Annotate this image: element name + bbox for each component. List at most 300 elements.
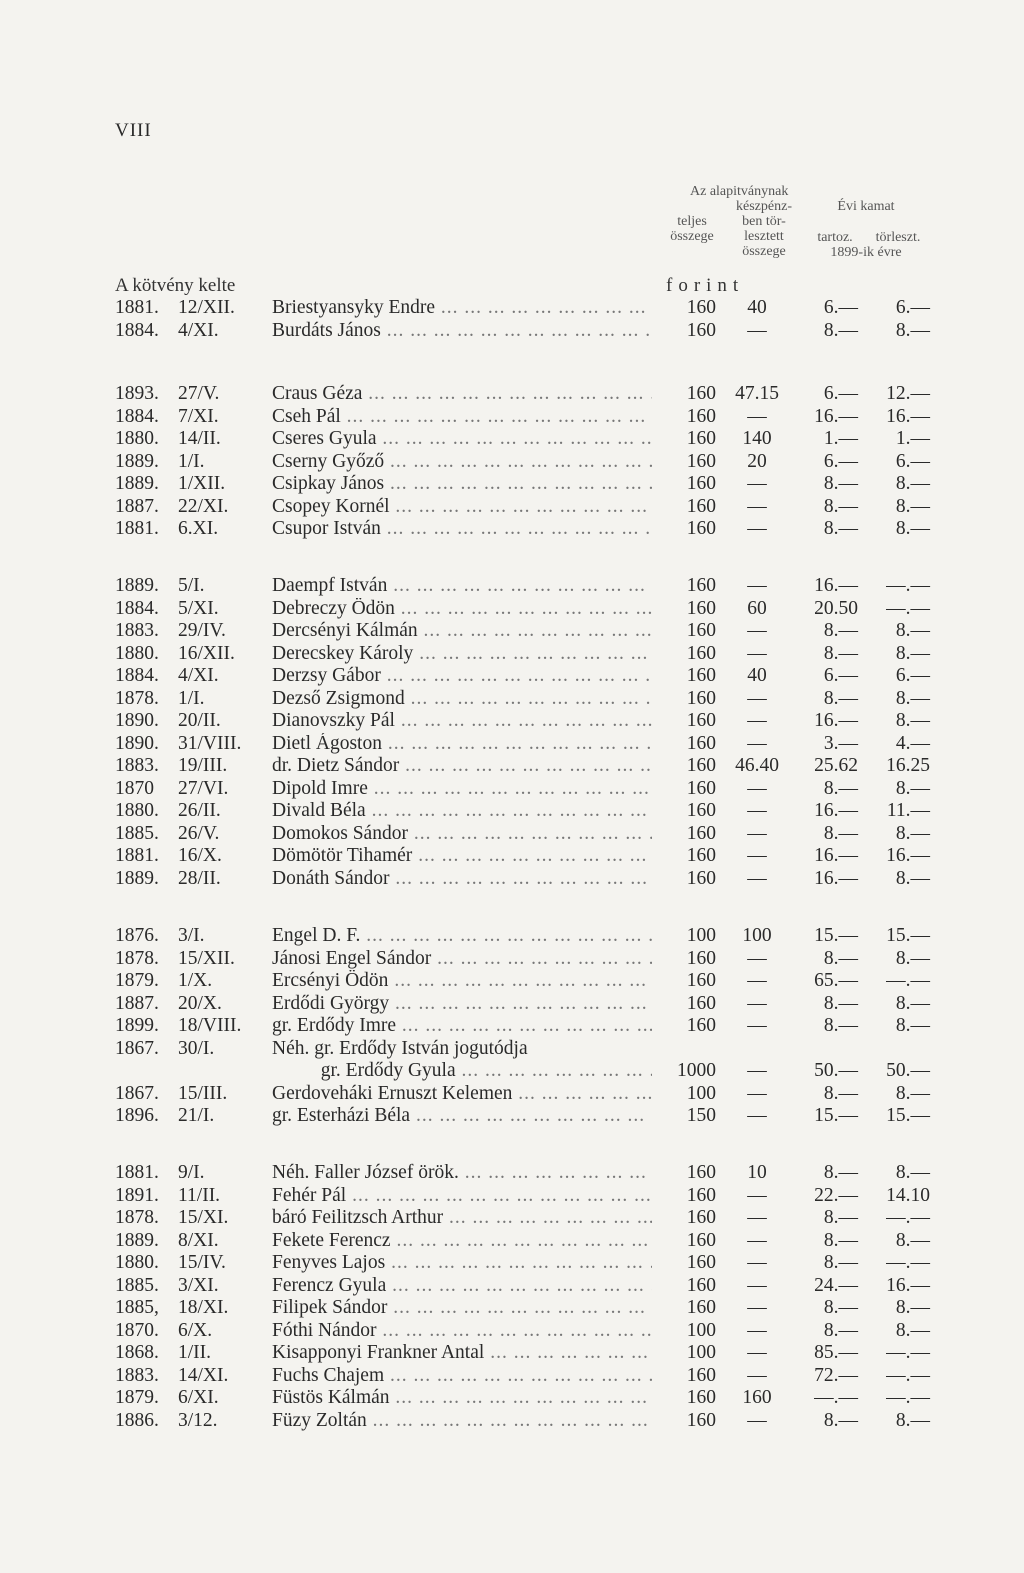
table-row [0, 710, 1024, 733]
interest-repaid: 8.— [895, 992, 930, 1014]
interest-owed: 6.— [823, 450, 858, 472]
bond-date: 8/XI. [178, 1229, 219, 1251]
table-row [0, 496, 1024, 519]
interest-owed: 8.— [823, 1229, 858, 1251]
interest-owed: 8.— [823, 495, 858, 517]
donor-name: Fóthi Nándor ... . [272, 1320, 652, 1343]
table-row [0, 406, 1024, 429]
bond-year: 1893. [115, 383, 159, 404]
total-amount: 160 [686, 319, 716, 341]
bond-year: 1881. [115, 845, 159, 866]
paid-amount: — [747, 1015, 767, 1036]
interest-owed: 72.— [814, 1364, 858, 1386]
donor-name: Cserny Győző ... . [272, 451, 652, 474]
donor-name: Füzy Zoltán ... . [272, 1410, 652, 1433]
table-row [0, 845, 1024, 868]
donor-name: Gerdoveháki Ernuszt Kelemen ... . [272, 1083, 652, 1106]
paid-amount: — [747, 1297, 767, 1318]
interest-owed: 6.— [823, 665, 858, 686]
interest-owed: 16.— [814, 800, 858, 821]
donor-name: Dezső Zsigmond ... . [272, 688, 652, 711]
interest-repaid: —.— [886, 1342, 930, 1363]
bond-year: 1889. [115, 1229, 159, 1251]
donor-name: Debreczy Ödön ... . [272, 598, 652, 621]
donor-name: Fuchs Chajem ... . [272, 1365, 652, 1388]
donor-name: Divald Béla ... . [272, 800, 652, 823]
interest-repaid: 8.— [895, 620, 930, 641]
table-row [0, 800, 1024, 823]
bond-year: 1870. [115, 1319, 159, 1341]
bond-year: 1868. [115, 1342, 159, 1363]
paid-amount: — [747, 822, 767, 844]
interest-repaid: 8.— [895, 1319, 930, 1341]
bond-date: 26/II. [178, 800, 221, 821]
paid-amount: 40 [747, 665, 767, 686]
total-amount: 160 [686, 992, 716, 1014]
bond-year: 1887. [115, 495, 159, 517]
bond-date: 3/XI. [178, 1274, 219, 1296]
table-row [0, 1015, 1024, 1038]
interest-owed: 16.— [814, 867, 858, 889]
total-amount: 160 [686, 1184, 716, 1206]
interest-owed: 8.— [823, 473, 858, 494]
total-amount: 100 [686, 925, 716, 946]
total-amount: 160 [686, 1387, 716, 1408]
donor-name: Csupor István ... . [272, 518, 652, 541]
interest-repaid: —.— [886, 575, 930, 596]
paid-amount: — [747, 575, 767, 596]
table-row [0, 1230, 1024, 1253]
table-row [0, 1387, 1024, 1410]
table-row [0, 473, 1024, 496]
total-amount: 160 [686, 970, 716, 991]
bond-date: 7/XI. [178, 405, 219, 427]
paid-amount: — [747, 1082, 767, 1104]
bond-date: 3/12. [178, 1409, 218, 1431]
ledger-group [0, 925, 1024, 1128]
paid-amount: — [747, 1105, 767, 1126]
total-amount: 100 [686, 1319, 716, 1341]
interest-repaid: —.— [886, 1364, 930, 1386]
total-amount: 160 [686, 450, 716, 472]
bond-date: 19/III. [178, 755, 228, 776]
interest-repaid: 6.— [895, 297, 930, 318]
donor-name: Derzsy Gábor ... . [272, 665, 652, 688]
bond-year: 1890. [115, 732, 159, 754]
interest-owed: 6.— [823, 383, 858, 404]
bond-year: 1878. [115, 687, 159, 709]
table-row [0, 598, 1024, 621]
header-col-owed: tartoz. [817, 230, 853, 245]
interest-repaid: 8.— [895, 1229, 930, 1251]
interest-owed: 8.— [823, 1252, 858, 1273]
header-col-year: 1899-ik évre [830, 245, 902, 260]
bond-date: 3/I. [178, 925, 205, 946]
bond-year: 1890. [115, 710, 159, 731]
donor-name: Burdáts János ... . [272, 320, 652, 343]
donor-name: Csipkay János ... . [272, 473, 652, 496]
paid-amount: 100 [742, 925, 772, 946]
total-amount: 160 [686, 495, 716, 517]
total-amount: 160 [686, 867, 716, 889]
paid-amount: 60 [747, 597, 767, 619]
bond-date: 22/XI. [178, 495, 229, 517]
paid-amount: — [747, 1184, 767, 1206]
paid-amount: — [747, 1319, 767, 1341]
donor-name: dr. Dietz Sándor ... . [272, 755, 652, 778]
table-row [0, 451, 1024, 474]
interest-owed: 6.— [823, 297, 858, 318]
interest-owed: 24.— [814, 1274, 858, 1296]
bond-year: 1881. [115, 297, 159, 318]
interest-repaid: 8.— [895, 777, 930, 799]
paid-amount: — [747, 1229, 767, 1251]
interest-repaid: 8.— [895, 687, 930, 709]
interest-owed: 8.— [823, 992, 858, 1014]
bond-year: 1880. [115, 428, 159, 449]
interest-repaid: 8.— [895, 1162, 930, 1183]
interest-repaid: 8.— [895, 518, 930, 539]
interest-repaid: 16.— [886, 845, 930, 866]
table-row [0, 320, 1024, 343]
bond-year: 1880. [115, 642, 159, 664]
total-amount: 160 [686, 845, 716, 866]
interest-owed: 8.— [823, 687, 858, 709]
donor-name: Donáth Sándor ... . [272, 868, 652, 891]
bond-date: 1/XII. [178, 473, 226, 494]
header-unit: forint [666, 275, 745, 296]
paid-amount: — [747, 687, 767, 709]
paid-amount: 47.15 [735, 383, 779, 404]
interest-owed: 85.— [814, 1342, 858, 1363]
bond-year: 1878. [115, 1207, 159, 1228]
paid-amount: — [747, 1409, 767, 1431]
bond-date: 14/II. [178, 428, 221, 449]
bond-date: 21/I. [178, 1105, 215, 1126]
total-amount: 160 [686, 665, 716, 686]
interest-owed: 8.— [823, 518, 858, 539]
bond-date: 20/II. [178, 710, 221, 731]
total-amount: 160 [686, 383, 716, 404]
interest-owed: 8.— [823, 1409, 858, 1431]
total-amount: 160 [686, 473, 716, 494]
table-row [0, 1105, 1024, 1128]
table-row [0, 993, 1024, 1016]
paid-amount: — [747, 319, 767, 341]
interest-owed: 8.— [823, 1297, 858, 1318]
total-amount: 160 [686, 1252, 716, 1273]
paid-amount: 10 [747, 1162, 767, 1183]
interest-repaid: —.— [886, 597, 930, 619]
total-amount: 160 [686, 518, 716, 539]
paid-amount: — [747, 405, 767, 427]
header-col-total: teljes összege [670, 214, 714, 244]
total-amount: 160 [686, 822, 716, 844]
interest-owed: 8.— [823, 1207, 858, 1228]
bond-date: 6.XI. [178, 518, 219, 539]
bond-year: 1887. [115, 992, 159, 1014]
total-amount: 1000 [677, 1060, 716, 1081]
ledger-group [0, 383, 1024, 541]
interest-repaid: 50.— [886, 1060, 930, 1081]
interest-repaid: 8.— [895, 822, 930, 844]
bond-date: 14/XI. [178, 1364, 229, 1386]
paid-amount: — [747, 800, 767, 821]
bond-year: 1885, [115, 1297, 159, 1318]
total-amount: 160 [686, 1229, 716, 1251]
ledger-group [0, 297, 1024, 342]
bond-year: 1889. [115, 867, 159, 889]
paid-amount: — [747, 495, 767, 517]
bond-year: 1880. [115, 800, 159, 821]
paid-amount: — [747, 1252, 767, 1273]
bond-date: 5/XI. [178, 597, 219, 619]
interest-owed: 15.— [814, 1105, 858, 1126]
donor-name: Engel D. F. ... . [272, 925, 652, 948]
donor-name: Ercsényi Ödön ... . [272, 970, 652, 993]
table-row [0, 383, 1024, 406]
total-amount: 100 [686, 1342, 716, 1363]
donor-name: Craus Géza ... . [272, 383, 652, 406]
table-row [0, 428, 1024, 451]
bond-date: 26/V. [178, 822, 220, 844]
donor-name: Dömötör Tihamér ... . [272, 845, 652, 868]
interest-repaid: 16.— [886, 405, 930, 427]
bond-date: 29/IV. [178, 620, 226, 641]
total-amount: 160 [686, 777, 716, 799]
total-amount: 160 [686, 710, 716, 731]
interest-owed: 8.— [823, 1082, 858, 1104]
total-amount: 160 [686, 1162, 716, 1183]
bond-date: 20/X. [178, 992, 222, 1014]
interest-repaid: 1.— [895, 428, 930, 449]
paid-amount: 40 [747, 297, 767, 318]
bond-year: 1879. [115, 970, 159, 991]
bond-year: 1885. [115, 822, 159, 844]
donor-name: Erdődi György ... . [272, 993, 652, 1016]
donor-name: Jánosi Engel Sándor ... . [272, 948, 652, 971]
table-row [0, 755, 1024, 778]
total-amount: 160 [686, 1207, 716, 1228]
bond-year: 1867. [115, 1037, 159, 1059]
bond-date: 4/XI. [178, 319, 219, 341]
bond-date: 15/III. [178, 1082, 228, 1104]
bond-date: 6/X. [178, 1319, 213, 1341]
total-amount: 160 [686, 800, 716, 821]
interest-owed: 22.— [814, 1184, 858, 1206]
interest-repaid: 16.25 [886, 755, 930, 776]
donor-name: Briestyansyky Endre ... . [272, 297, 652, 320]
table-row [0, 297, 1024, 320]
interest-owed: 8.— [823, 1319, 858, 1341]
interest-repaid: 8.— [895, 319, 930, 341]
interest-repaid: 8.— [895, 710, 930, 731]
bond-date: 31/VIII. [178, 732, 242, 754]
donor-name: Csopey Kornél ... . [272, 496, 652, 519]
total-amount: 160 [686, 620, 716, 641]
interest-owed: 3.— [823, 732, 858, 754]
table-row [0, 1207, 1024, 1230]
table-row [0, 1410, 1024, 1433]
table-row [0, 665, 1024, 688]
donor-name: Cseh Pál ... . [272, 406, 652, 429]
bond-year: 1878. [115, 947, 159, 969]
donor-name: báró Feilitzsch Arthur ... . [272, 1207, 652, 1230]
paid-amount: — [747, 1342, 767, 1363]
interest-owed: 8.— [823, 642, 858, 664]
donor-name: gr. Erdődy Imre ... . [272, 1015, 652, 1038]
table-row [0, 1252, 1024, 1275]
interest-owed: 8.— [823, 1015, 858, 1036]
donor-name: gr. Erdődy Gyula ... . [272, 1060, 652, 1083]
table-row [0, 1162, 1024, 1185]
bond-date: 11/II. [178, 1184, 221, 1206]
table-row [0, 868, 1024, 891]
bond-date: 1/I. [178, 450, 205, 472]
total-amount: 160 [686, 428, 716, 449]
paid-amount: — [747, 845, 767, 866]
table-row [0, 1185, 1024, 1208]
donor-name: Kisapponyi Frankner Antal ... . [272, 1342, 652, 1365]
bond-year: 1883. [115, 620, 159, 641]
interest-repaid: —.— [886, 970, 930, 991]
paid-amount: 160 [742, 1387, 772, 1408]
table-row [0, 1365, 1024, 1388]
interest-owed: 16.— [814, 575, 858, 596]
bond-year: 1883. [115, 1364, 159, 1386]
table-row [0, 823, 1024, 846]
interest-repaid: 4.— [895, 732, 930, 754]
interest-repaid: 8.— [895, 867, 930, 889]
donor-name: Fehér Pál ... . [272, 1185, 652, 1208]
paid-amount: 46.40 [735, 755, 779, 776]
paid-amount: — [747, 620, 767, 641]
bond-year: 1889. [115, 473, 159, 494]
ledger-group [0, 1162, 1024, 1432]
bond-year: 1889. [115, 575, 159, 596]
total-amount: 160 [686, 755, 716, 776]
total-amount: 160 [686, 575, 716, 596]
table-row [0, 1083, 1024, 1106]
interest-owed: 20.50 [814, 597, 858, 619]
interest-repaid: —.— [886, 1387, 930, 1408]
bond-year: 1884. [115, 319, 159, 341]
interest-owed: 65.— [814, 970, 858, 991]
interest-owed: 8.— [823, 319, 858, 341]
table-row [0, 1060, 1024, 1083]
bond-year: 1876. [115, 925, 159, 946]
total-amount: 160 [686, 597, 716, 619]
interest-owed: 8.— [823, 822, 858, 844]
bond-date: 27/V. [178, 383, 220, 404]
bond-date: 4/XI. [178, 665, 219, 686]
table-row [0, 518, 1024, 541]
interest-owed: 50.— [814, 1060, 858, 1081]
interest-repaid: 8.— [895, 1015, 930, 1036]
bond-year: 1881. [115, 1162, 159, 1183]
donor-name: Cseres Gyula ... . [272, 428, 652, 451]
donor-name: Filipek Sándor ... . [272, 1297, 652, 1320]
interest-owed: 8.— [823, 777, 858, 799]
bond-date: 9/I. [178, 1162, 205, 1183]
bond-year: 1880. [115, 1252, 159, 1273]
donor-name: Daempf István ... . [272, 575, 652, 598]
bond-date: 12/XII. [178, 297, 235, 318]
donor-name: Néh. gr. Erdődy István jogutódja [272, 1037, 528, 1059]
table-row [0, 575, 1024, 598]
total-amount: 160 [686, 1409, 716, 1431]
total-amount: 160 [686, 1274, 716, 1296]
bond-date: 1/X. [178, 970, 213, 991]
interest-owed: 16.— [814, 405, 858, 427]
table-row [0, 970, 1024, 993]
bond-date: 6/XI. [178, 1387, 219, 1408]
total-amount: 160 [686, 1364, 716, 1386]
interest-owed: 8.— [823, 620, 858, 641]
table-row [0, 1038, 1024, 1061]
interest-owed: 8.— [823, 947, 858, 969]
donor-name: Dercsényi Kálmán ... . [272, 620, 652, 643]
table-row [0, 643, 1024, 666]
table-row [0, 1297, 1024, 1320]
bond-year: 1884. [115, 665, 159, 686]
paid-amount: — [747, 992, 767, 1014]
interest-repaid: 6.— [895, 450, 930, 472]
interest-repaid: 15.— [886, 1105, 930, 1126]
interest-repaid: —.— [886, 1252, 930, 1273]
bond-date: 1/II. [178, 1342, 212, 1363]
paid-amount: — [747, 518, 767, 539]
donor-name: Füstös Kálmán ... . [272, 1387, 652, 1410]
interest-repaid: 8.— [895, 642, 930, 664]
table-row [0, 1342, 1024, 1365]
bond-year: 1884. [115, 597, 159, 619]
paid-amount: 20 [747, 450, 767, 472]
paid-amount: — [747, 1207, 767, 1228]
table-row [0, 1320, 1024, 1343]
paid-amount: — [747, 642, 767, 664]
total-amount: 160 [686, 947, 716, 969]
paid-amount: — [747, 970, 767, 991]
table-row [0, 620, 1024, 643]
ledger-group [0, 575, 1024, 890]
bond-date: 15/XII. [178, 947, 235, 969]
table-row [0, 1275, 1024, 1298]
donor-name: Ferencz Gyula ... . [272, 1275, 652, 1298]
table-row [0, 925, 1024, 948]
donor-name: Dipold Imre ... . [272, 778, 652, 801]
donor-name: gr. Esterházi Béla ... . [272, 1105, 652, 1128]
bond-date: 15/IV. [178, 1252, 226, 1273]
bond-year: 1886. [115, 1409, 159, 1431]
interest-repaid: 8.— [895, 495, 930, 517]
interest-repaid: 14.10 [886, 1184, 930, 1206]
bond-year: 1879. [115, 1387, 159, 1408]
total-amount: 100 [686, 1082, 716, 1104]
total-amount: 160 [686, 297, 716, 318]
interest-repaid: 11.— [886, 800, 930, 821]
table-row [0, 733, 1024, 756]
donor-name: Fenyves Lajos ... . [272, 1252, 652, 1275]
paid-amount: — [747, 947, 767, 969]
donor-name: Dietl Ágoston ... . [272, 733, 652, 756]
header-group-label: Az alapitványnak [690, 184, 789, 199]
total-amount: 160 [686, 1015, 716, 1036]
paid-amount: — [747, 777, 767, 799]
paid-amount: — [747, 710, 767, 731]
paid-amount: — [747, 1364, 767, 1386]
donor-name: Dianovszky Pál ... . [272, 710, 652, 733]
